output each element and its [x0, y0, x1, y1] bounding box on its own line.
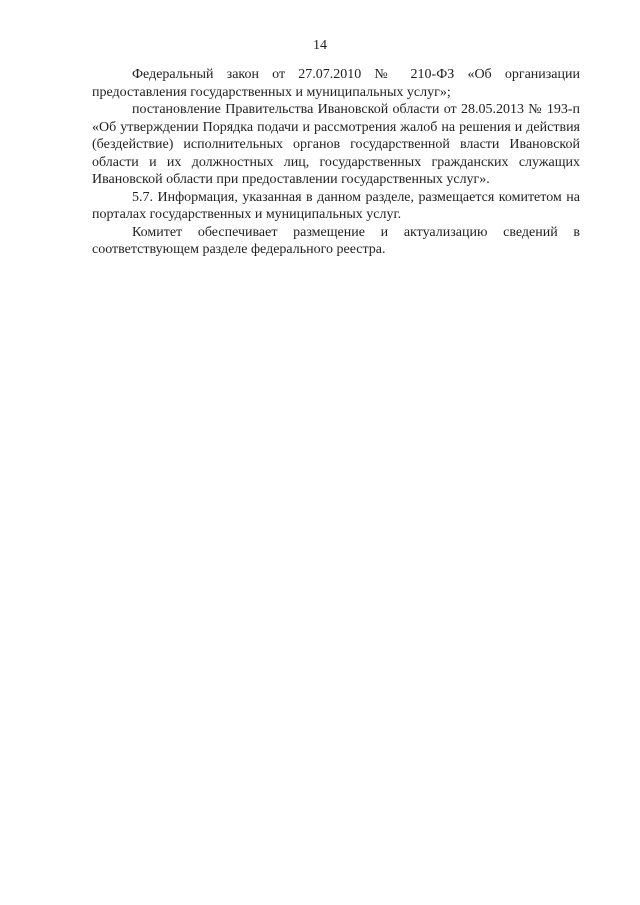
page-number: 14 — [313, 38, 327, 53]
paragraph-section-5-7: 5.7. Информация, указанная в данном разделе, размещается комитетом на порталах государственных и муниципальных услуг. — [92, 189, 580, 222]
document-body — [92, 66, 580, 259]
paragraph-committee-registry: Комитет обеспечивает размещение и актуализацию сведений в соответствующем разделе федерального реестра. — [92, 224, 580, 257]
paragraph-federal-law: Федеральный закон от 27.07.2010 № 210-ФЗ «Об организации предоставления государственных и муниципальных услуг»; — [92, 67, 580, 100]
paragraph-government-resolution: постановление Правительства Ивановской области от 28.05.2013 № 193-п «Об утверждении Порядка подачи и рассмотрения жалоб на решения и действия (бездействие) исполнительных органов государственной власти Ивановской области и их должностных лиц, государственных гражданских служащих Ивановской области при предоставлении государственных услуг». — [92, 102, 580, 187]
